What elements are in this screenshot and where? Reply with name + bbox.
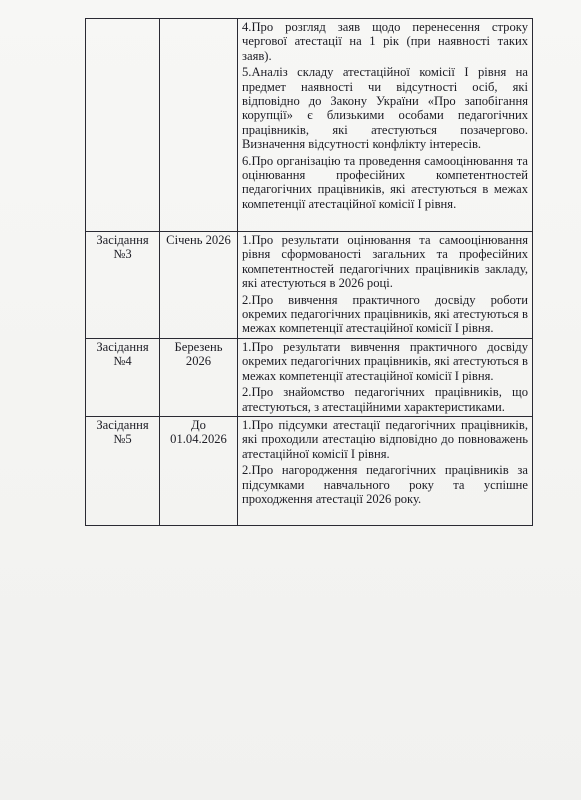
date-cell: До 01.04.2026 — [160, 417, 238, 526]
table-row — [86, 417, 533, 526]
meeting-cell: Засідання №4 — [86, 339, 160, 417]
agenda-cell — [238, 417, 533, 526]
date-cell — [160, 19, 238, 232]
date-cell: Березень 2026 — [160, 339, 238, 417]
agenda-item: 4.Про розгляд заяв щодо перенесення строку чергової атестації на 1 рік (при наявності таких заяв). — [242, 20, 528, 63]
agenda-item: 6.Про організацію та проведення самооцінювання та оцінювання професійних компетентностей педагогічних працівників, які атестуються в межах компетенції атестаційної комісії I рівня. — [242, 153, 528, 211]
agenda-item: 5.Аналіз складу атестаційної комісії I рівня на предмет наявності чи відсутності осіб, які відповідно до Закону України «Про запобігання корупції» є близькими особами педагогічних працівників, які атестуються позачергово. Визначення відсутності конфлікту інтересів. — [242, 65, 528, 152]
agenda-item: 2.Про знайомство педагогічних працівників, що атестуються, з атестаційними характеристиками. — [242, 385, 528, 414]
meeting-cell: Засідання №3 — [86, 232, 160, 339]
agenda-item: 1.Про результати оцінювання та самооцінювання рівня сформованості загальних та професійних компетентностей педагогічних працівників закладу, які атестуються в 2026 році. — [242, 233, 528, 291]
agenda-cell — [238, 339, 533, 417]
meeting-plan-table — [85, 18, 533, 526]
date-cell: Січень 2026 — [160, 232, 238, 339]
table-row — [86, 19, 533, 232]
table-row — [86, 232, 533, 339]
agenda-cell — [238, 19, 533, 232]
agenda-item: 1.Про підсумки атестації педагогічних працівників, які проходили атестацію відповідно до повноважень атестаційної комісії I рівня. — [242, 418, 528, 461]
meeting-cell — [86, 19, 160, 232]
agenda-cell — [238, 232, 533, 339]
agenda-item: 2.Про нагородження педагогічних працівників за підсумками навчального року та успішне проходження атестації 2026 року. — [242, 463, 528, 507]
meeting-cell: Засідання №5 — [86, 417, 160, 526]
agenda-item: 2.Про вивчення практичного досвіду роботи окремих педагогічних працівників, які атестуються в межах компетенції атестаційної комісії I рівня. — [242, 292, 528, 336]
table-row — [86, 339, 533, 417]
agenda-item: 1.Про результати вивчення практичного досвіду окремих педагогічних працівників, які атестуються в межах компетенції атестаційної комісії I рівня. — [242, 340, 528, 383]
